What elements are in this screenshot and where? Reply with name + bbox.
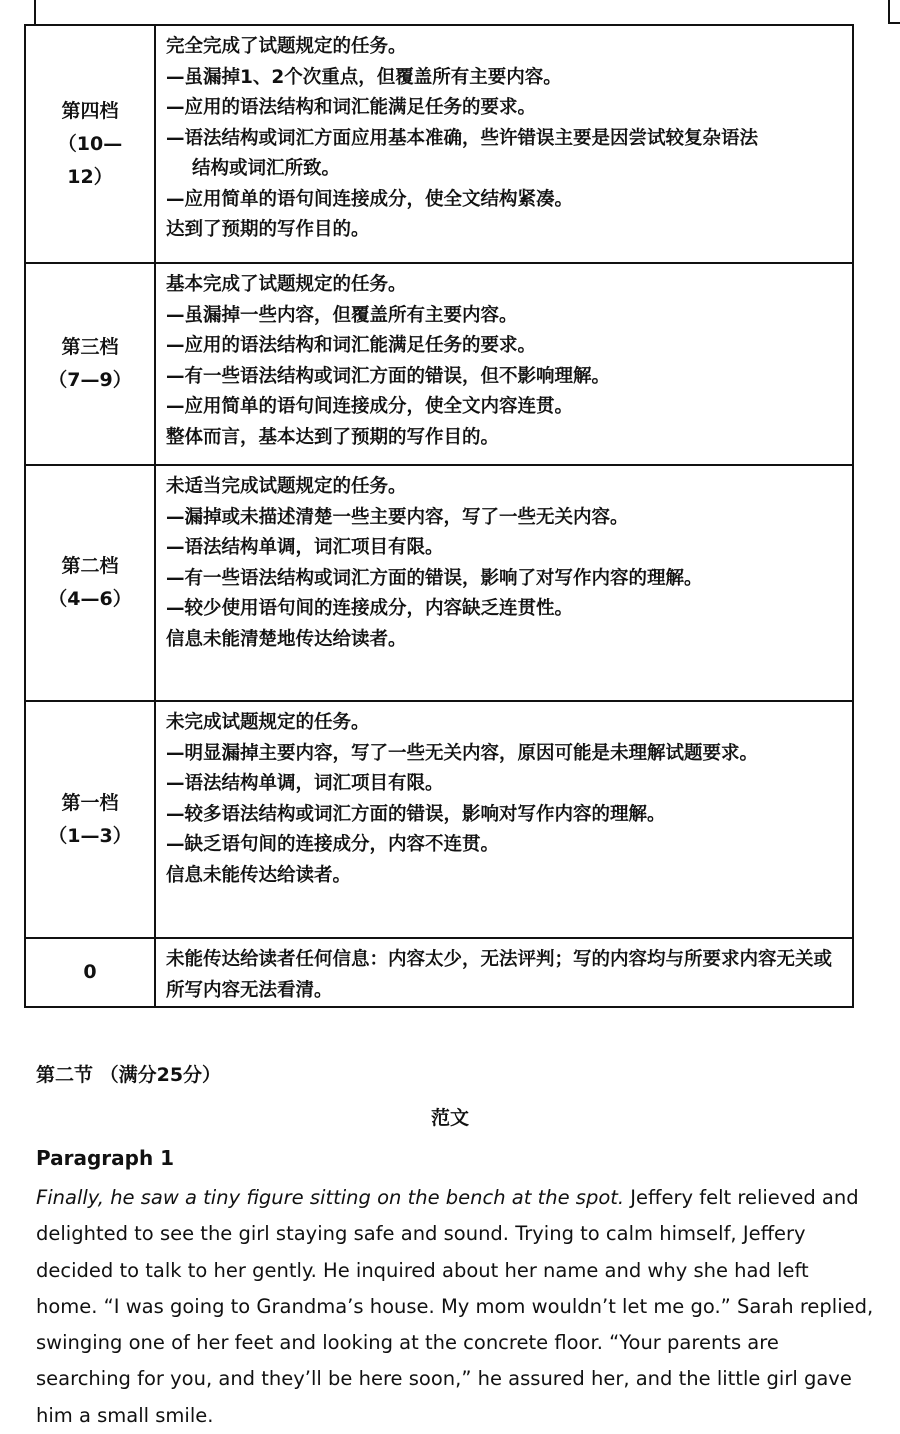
- criteria-line: —应用简单的语句间连接成分，使全文内容连贯。: [166, 396, 574, 417]
- criteria-line: —较多语法结构或词汇方面的错误，影响对写作内容的理解。: [166, 803, 666, 825]
- rubric-row-level-4: [25, 25, 853, 263]
- criteria-cell: [155, 465, 853, 701]
- criteria-line: —语法结构单调，词汇项目有限。: [166, 773, 444, 794]
- criteria-line: —漏掉或未描述清楚一些主要内容，写了一些无关内容。: [166, 506, 629, 528]
- level-cell: 第一档 （1—3）: [25, 701, 155, 938]
- criteria-line: 基本完成了试题规定的任务。: [166, 274, 407, 295]
- criteria-line: 信息未能清楚地传达给读者。: [166, 628, 407, 650]
- criteria-line: —应用的语法结构和词汇能满足任务的要求。: [166, 97, 537, 118]
- rubric-row-level-2: [25, 465, 853, 701]
- essay-opening-sentence: Finally, he saw a tiny figure sitting on the bench at the spot.: [36, 1186, 625, 1209]
- level-cell: 第四档 （10— 12）: [25, 25, 155, 263]
- criteria-cell: [155, 25, 853, 263]
- level-cell: 第二档 （4—6）: [25, 465, 155, 701]
- page-edge-mark-left: [34, 0, 36, 24]
- criteria-cell: [155, 263, 853, 465]
- rubric-row-level-0: [25, 938, 853, 1007]
- level-cell: 第三档 （7—9）: [25, 263, 155, 465]
- section-title: 第二节 （满分25分）: [36, 1064, 222, 1086]
- essay-body-text: Jeffery felt relieved and delighted to see the girl staying safe and sound. Trying to calm himself, Jeffery decided to talk to her gently. He inquired about her name and why she had left home. “I was going to Grandma’s house. My mom wouldn’t let me go.” Sarah replied, swinging one of her feet and looking at the concrete floor. “Your parents are searching for you, and they’ll be here soon,” he assured her, and the little girl gave him a small smile.: [36, 1186, 874, 1427]
- criteria-line: —有一些语法结构或词汇方面的错误，影响了对写作内容的理解。: [166, 567, 703, 589]
- rubric-row-level-3: [25, 263, 853, 465]
- criteria-line: —有一些语法结构或词汇方面的错误，但不影响理解。: [166, 365, 611, 387]
- rubric-row-level-1: [25, 701, 853, 938]
- criteria-line: 完全完成了试题规定的任务。: [166, 36, 407, 57]
- criteria-line: —虽漏掉一些内容，但覆盖所有主要内容。: [166, 304, 518, 326]
- criteria-line: 未能传达给读者任何信息：内容太少，无法评判；写的内容均与所要求内容无关或所写内容无法看清。: [166, 949, 833, 1001]
- criteria-line: 结构或词汇所致。: [192, 158, 341, 179]
- level-cell: 0: [25, 938, 155, 1007]
- criteria-line: —较少使用语句间的连接成分，内容缺乏连贯性。: [166, 598, 574, 619]
- criteria-line: —语法结构单调，词汇项目有限。: [166, 537, 444, 558]
- essay-paragraph: [36, 1180, 876, 1434]
- criteria-line: 整体而言，基本达到了预期的写作目的。: [166, 426, 500, 448]
- criteria-line: —应用的语法结构和词汇能满足任务的要求。: [166, 335, 537, 356]
- scoring-rubric-table: [24, 24, 854, 1008]
- page-edge-mark-right: [888, 0, 900, 24]
- criteria-cell: [155, 938, 853, 1007]
- criteria-line: —应用简单的语句间连接成分，使全文结构紧凑。: [166, 188, 574, 210]
- criteria-line: —缺乏语句间的连接成分，内容不连贯。: [166, 834, 500, 855]
- criteria-line: 未完成试题规定的任务。: [166, 712, 370, 733]
- sample-essay-title: 范文: [430, 1107, 469, 1129]
- criteria-line: —语法结构或词汇方面应用基本准确，些许错误主要是因尝试较复杂语法: [166, 127, 759, 149]
- criteria-line: 未适当完成试题规定的任务。: [166, 476, 407, 497]
- criteria-cell: [155, 701, 853, 938]
- criteria-line: —虽漏掉1、2个次重点，但覆盖所有主要内容。: [166, 66, 562, 88]
- criteria-line: 信息未能传达给读者。: [166, 864, 352, 886]
- paragraph-heading: Paragraph 1: [36, 1146, 175, 1170]
- criteria-line: 达到了预期的写作目的。: [166, 219, 370, 240]
- criteria-line: —明显漏掉主要内容，写了一些无关内容，原因可能是未理解试题要求。: [166, 742, 759, 764]
